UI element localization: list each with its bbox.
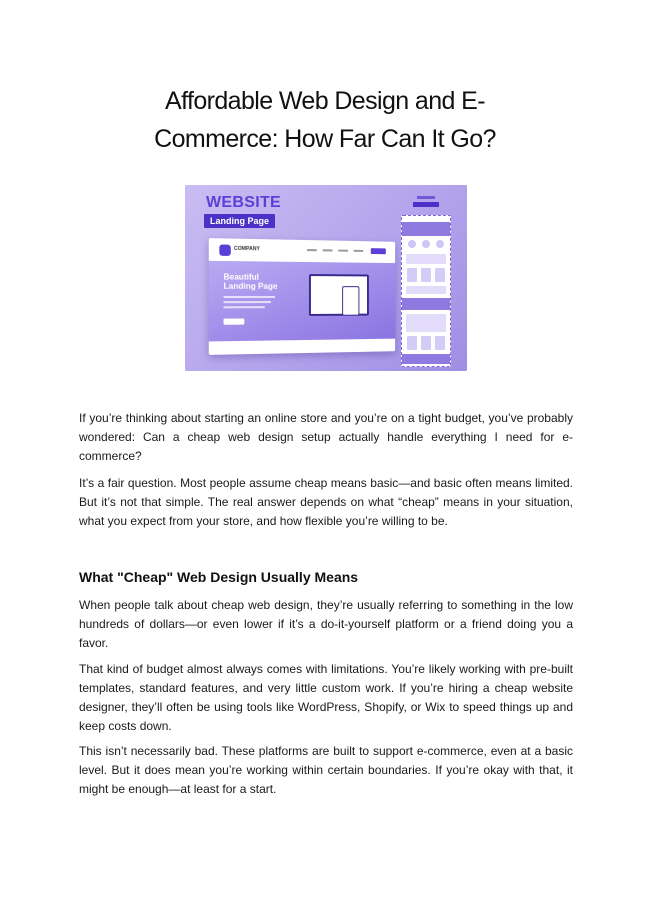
desktop-mockup xyxy=(209,238,395,355)
mobile-icon xyxy=(422,240,430,248)
mockup-nav-link xyxy=(307,249,317,251)
paragraph-limitations: That kind of budget almost always comes with limitations. You’re likely working with pre-built templates, standard features, and very little custom work. If you’re hiring a cheap website designer, they’ll often be using tools like WordPress, Shopify, or Wix to speed things up and keep costs down. xyxy=(79,662,573,733)
hero-image xyxy=(185,185,467,371)
mockup-heading-line-2: Landing Page xyxy=(223,281,278,291)
paragraph-fair-question: It’s a fair question. Most people assume cheap means basic—and basic often means limited. But it’s not that simple. The real answer depends on what “cheap” means in your situation, what you expect from your store, and how flexible you’re willing to be. xyxy=(79,476,573,528)
mockup-cta-button xyxy=(224,318,245,324)
mobile-card xyxy=(407,268,417,282)
mobile-card xyxy=(407,336,417,350)
mockup-navbar xyxy=(209,238,395,263)
mobile-content-block xyxy=(406,286,446,294)
company-logo-icon xyxy=(219,244,231,255)
mobile-footer-band xyxy=(402,354,450,364)
mobile-card xyxy=(421,268,431,282)
mockup-heading-line-1: Beautiful xyxy=(223,272,259,282)
laptop-icon xyxy=(309,274,369,316)
page-title-line-1: Affordable Web Design and E- xyxy=(165,87,485,115)
mockup-text-line xyxy=(224,301,271,303)
carousel-dots xyxy=(297,344,309,355)
mobile-card xyxy=(435,336,445,350)
mockup-hero xyxy=(209,261,395,342)
mobile-card xyxy=(421,336,431,350)
mockup-nav-link xyxy=(323,249,333,251)
mockup-nav-link xyxy=(338,250,348,252)
hero-title: WEBSITE xyxy=(206,194,281,211)
mockup-text-line xyxy=(224,296,275,298)
mobile-mockup xyxy=(401,215,451,367)
mockup-nav-button xyxy=(371,248,386,254)
mobile-label-graphic xyxy=(413,196,439,208)
hero-subtitle: Landing Page xyxy=(204,214,275,228)
mobile-header-band xyxy=(402,222,450,236)
section-heading: What "Cheap" Web Design Usually Means xyxy=(79,569,359,585)
phone-icon xyxy=(342,286,359,316)
mobile-content-block xyxy=(406,254,446,264)
mockup-company-name: COMPANY xyxy=(233,245,260,253)
paragraph-boundaries: This isn’t necessarily bad. These platforms are built to support e-commerce, even at a basic level. But it does mean you’re working within certain boundaries. If you’re okay with that, it might be enough—at least for a start. xyxy=(79,744,573,796)
page-title-line-2: Commerce: How Far Can It Go? xyxy=(154,125,496,153)
page-title xyxy=(0,82,650,158)
paragraph-cheap-definition: When people talk about cheap web design, they’re usually referring to something in the low hundreds of dollars—or even lower if it’s a do-it-yourself platform or a friend doing you a favor. xyxy=(79,598,573,650)
mobile-card xyxy=(435,268,445,282)
mobile-icon xyxy=(436,240,444,248)
paragraph-intro: If you’re thinking about starting an online store and you’re on a tight budget, you’ve probably wondered: Can a cheap web design setup actually handle everything I need for e-commerce? xyxy=(79,411,573,463)
mockup-heading xyxy=(224,272,278,291)
mockup-text-line xyxy=(224,306,265,308)
mockup-nav-link xyxy=(354,250,364,252)
mobile-band xyxy=(402,298,450,310)
mobile-icon xyxy=(408,240,416,248)
mobile-content-block xyxy=(406,314,446,332)
